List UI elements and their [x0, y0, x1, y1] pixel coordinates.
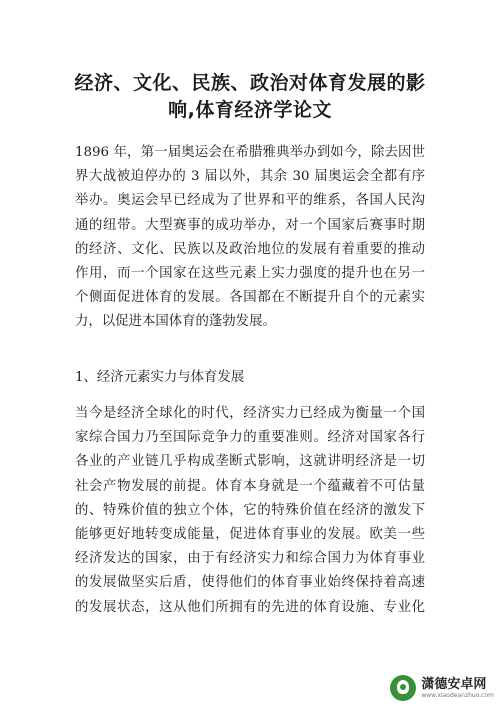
text-line: 1896 年，第一届奥运会在希腊雅典举办到如今，除去因世 — [75, 145, 425, 160]
watermark-url: www.xiaodeanzhuo.com — [421, 691, 494, 699]
title-line-1: 经济、文化、民族、政治对体育发展的影 — [74, 72, 426, 94]
text-line: 能够更好地转变成能量，促进体育事业的发展。欧美一些 — [75, 527, 425, 543]
paragraph-economy — [75, 402, 425, 620]
text-line: 的发展做坚实后盾，使得他们的体育事业始终保持着高速 — [75, 575, 425, 591]
text-line: 作用，而一个国家在这些元素上实力强度的提升也在另一 — [75, 266, 425, 282]
title-line-2: 响,体育经济学论文 — [168, 99, 332, 121]
text-line: 的经济、文化、民族以及政治地位的发展有着重要的推动 — [75, 241, 425, 257]
text-line: 举办。奥运会早已经成为了世界和平的维系，各国人民沟 — [75, 193, 425, 209]
watermark-logo-icon — [390, 675, 416, 701]
document-title — [70, 70, 430, 124]
watermark-text: 潇德安卓网 — [421, 676, 487, 692]
text-line: 通的纽带。大型赛事的成功举办，对一个国家后赛事时期 — [75, 217, 425, 233]
paragraph-intro — [75, 141, 425, 335]
text-line: 的发展状态，这从他们所拥有的先进的体育设施、专业化 — [75, 599, 425, 615]
text-line: 经济发达的国家，由于有经济实力和综合国力为体育事业 — [75, 551, 425, 567]
text-line: 个侧面促进体育的发展。各国都在不断提升自个的元素实 — [75, 290, 425, 306]
text-line: 当今是经济全球化的时代，经济实力已经成为衡量一个国 — [75, 406, 425, 421]
text-line: 的、特殊价值的独立个体，它的特殊价值在经济的激发下 — [75, 502, 425, 518]
section-heading: 1、经济元素实力与体育发展 — [75, 370, 245, 385]
text-line: 家综合国力乃至国际竞争力的重要准则。经济对国家各行 — [75, 430, 425, 446]
text-line: 各业的产业链几乎构成垄断式影响，这就讲明经济是一切 — [75, 454, 425, 470]
text-line: 力，以促进本国体育的蓬勃发展。 — [75, 314, 276, 330]
site-watermark — [390, 675, 494, 701]
text-line: 社会产物发展的前提。体育本身就是一个蕴藏着不可估量 — [75, 478, 425, 494]
text-line: 界大战被迫停办的 3 届以外，其余 30 届奥运会全都有序 — [75, 169, 425, 185]
